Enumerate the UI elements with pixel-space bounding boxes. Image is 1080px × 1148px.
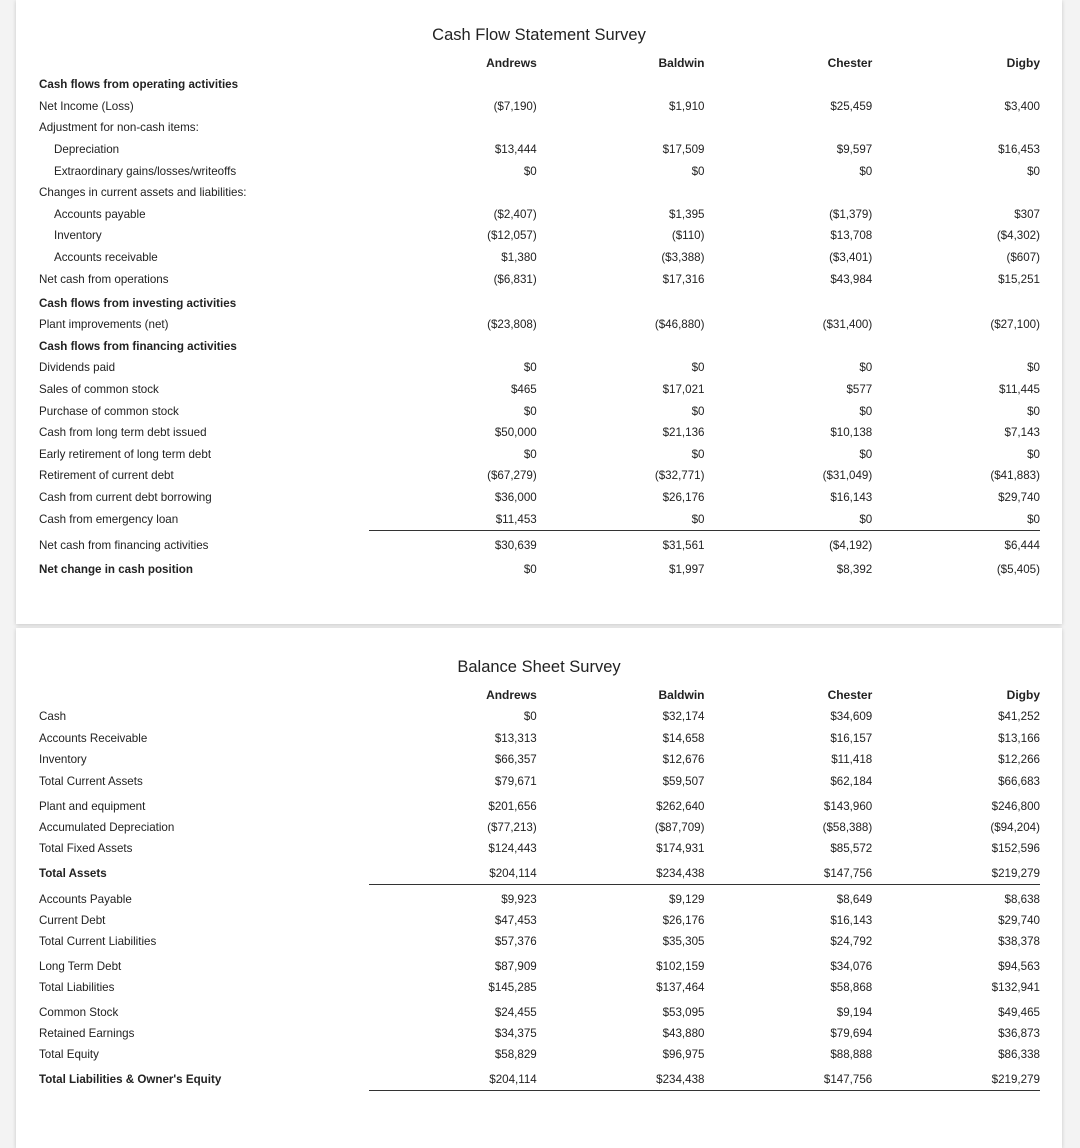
table-row xyxy=(39,838,1040,860)
table-row xyxy=(39,771,1040,793)
row-label: Total Current Liabilities xyxy=(39,935,157,949)
cell-value: $201,656 xyxy=(488,799,537,813)
row-label: Early retirement of long term debt xyxy=(39,447,212,461)
row-label: Total Current Assets xyxy=(39,775,143,789)
cell-value: $0 xyxy=(705,508,873,530)
cell-value xyxy=(369,290,537,314)
cell-value: $36,873 xyxy=(998,1026,1040,1040)
row-label: Total Equity xyxy=(39,1048,99,1062)
cell-value: $16,157 xyxy=(830,731,873,745)
cell-value: $0 xyxy=(1027,404,1040,418)
table-row xyxy=(39,487,1040,509)
table-row xyxy=(39,998,1040,1022)
cell-value: ($94,204) xyxy=(990,820,1040,834)
cell-value xyxy=(537,290,705,314)
table-row xyxy=(39,1044,1040,1066)
cell-value: $0 xyxy=(1027,447,1040,461)
row-label: Long Term Debt xyxy=(39,960,122,974)
cell-value: ($1,379) xyxy=(829,207,873,221)
cell-value: ($31,400) xyxy=(822,318,873,332)
cell-value: $14,658 xyxy=(662,731,705,745)
cell-value: $21,136 xyxy=(662,426,705,440)
cell-value: $145,285 xyxy=(488,981,537,995)
table-row xyxy=(39,1022,1040,1044)
cell-value: $35,305 xyxy=(662,935,705,949)
cell-value: $9,129 xyxy=(669,893,705,907)
cell-value xyxy=(872,290,1040,314)
table-row xyxy=(39,96,1040,118)
row-label: Net cash from operations xyxy=(39,272,169,286)
cell-value: ($6,831) xyxy=(493,272,537,286)
cell-value: ($77,213) xyxy=(487,820,537,834)
cell-value: $1,395 xyxy=(669,207,705,221)
row-label: Net Income (Loss) xyxy=(39,99,134,113)
table-row xyxy=(39,556,1040,580)
header-label-spacer xyxy=(39,56,369,74)
row-label: Current Debt xyxy=(39,913,106,927)
table-row xyxy=(39,139,1040,161)
column-header: Digby xyxy=(1006,688,1040,702)
cell-value: $152,596 xyxy=(991,842,1040,856)
cash-flow-card xyxy=(16,0,1062,624)
cell-value: $8,638 xyxy=(1004,893,1040,907)
row-label: Retained Earnings xyxy=(39,1026,135,1040)
table-row xyxy=(39,884,1040,910)
cell-value: $137,464 xyxy=(656,981,705,995)
cell-value: $0 xyxy=(859,447,873,461)
cell-value: $13,444 xyxy=(494,143,537,157)
cell-value: $0 xyxy=(691,361,705,375)
balance-sheet-title: Balance Sheet Survey xyxy=(457,658,621,676)
cell-value: $204,114 xyxy=(369,860,537,885)
cell-value xyxy=(369,74,537,96)
cell-value xyxy=(705,336,873,358)
row-label: Total Liabilities xyxy=(39,981,115,995)
table-row xyxy=(39,379,1040,401)
cell-value: $6,444 xyxy=(1004,539,1040,553)
cell-value: ($4,302) xyxy=(996,229,1040,243)
cell-value: $66,357 xyxy=(494,753,537,767)
cell-value: $147,756 xyxy=(705,1066,873,1091)
cell-value: $1,997 xyxy=(669,563,705,577)
row-label: Cash flows from financing activities xyxy=(39,339,237,353)
cell-value xyxy=(369,117,537,139)
cell-value: $17,021 xyxy=(662,383,705,397)
cell-value: ($5,405) xyxy=(996,563,1040,577)
cell-value: $102,159 xyxy=(656,960,705,974)
table-header-row xyxy=(39,56,1040,74)
cell-value: $8,392 xyxy=(836,563,873,577)
cell-value: $1,910 xyxy=(669,99,705,113)
cell-value: ($7,190) xyxy=(493,99,537,113)
cell-value: $58,868 xyxy=(830,981,873,995)
row-label: Accounts Payable xyxy=(39,892,132,906)
row-label: Plant improvements (net) xyxy=(39,318,169,332)
cell-value: $32,174 xyxy=(662,710,705,724)
column-header: Baldwin xyxy=(658,56,705,70)
cell-value xyxy=(872,182,1040,204)
header-label-spacer xyxy=(39,688,369,706)
cell-value: ($3,388) xyxy=(661,251,705,265)
cell-value: $34,609 xyxy=(830,710,873,724)
row-label: Accounts payable xyxy=(54,207,146,221)
row-label: Cash flows from investing activities xyxy=(39,297,237,311)
cell-value: $0 xyxy=(523,563,537,577)
table-row xyxy=(39,182,1040,204)
cell-value: $43,984 xyxy=(830,272,873,286)
row-label: Cash from long term debt issued xyxy=(39,426,207,440)
cell-value: ($31,049) xyxy=(822,469,873,483)
cell-value: $234,438 xyxy=(537,1066,705,1091)
cell-value: $234,438 xyxy=(537,860,705,885)
table-row xyxy=(39,422,1040,444)
cell-value: ($46,880) xyxy=(654,318,705,332)
cell-value xyxy=(537,182,705,204)
row-label: Cash from current debt borrowing xyxy=(39,490,212,504)
table-row xyxy=(39,977,1040,999)
table-row xyxy=(39,336,1040,358)
cell-value: $132,941 xyxy=(991,981,1040,995)
row-label: Changes in current assets and liabilities: xyxy=(39,186,247,200)
cell-value: $13,166 xyxy=(998,731,1040,745)
table-row xyxy=(39,465,1040,487)
cell-value: $9,923 xyxy=(501,893,537,907)
cell-value: $1,380 xyxy=(501,251,537,265)
cell-value: $0 xyxy=(1027,164,1040,178)
cell-value: $13,708 xyxy=(830,229,873,243)
cell-value: $0 xyxy=(523,447,537,461)
row-label: Accounts receivable xyxy=(54,251,158,265)
cell-value: $66,683 xyxy=(998,775,1040,789)
cell-value xyxy=(705,290,873,314)
row-label: Cash from emergency loan xyxy=(39,512,179,526)
cell-value: $8,649 xyxy=(836,893,873,907)
row-label: Retirement of current debt xyxy=(39,469,174,483)
table-row xyxy=(39,508,1040,530)
cell-value xyxy=(369,182,537,204)
cell-value: $25,459 xyxy=(830,99,873,113)
cell-value: $96,975 xyxy=(662,1048,705,1062)
cell-value: ($41,883) xyxy=(990,469,1040,483)
cell-value xyxy=(537,74,705,96)
cell-value: ($12,057) xyxy=(487,229,537,243)
cell-value: $26,176 xyxy=(662,913,705,927)
table-row xyxy=(39,816,1040,838)
cell-value: $174,931 xyxy=(656,842,705,856)
cell-value: $29,740 xyxy=(998,490,1040,504)
cell-value: $31,561 xyxy=(662,539,705,553)
cell-value: $47,453 xyxy=(494,913,537,927)
table-row xyxy=(39,728,1040,750)
cell-value: $577 xyxy=(846,383,873,397)
cell-value: $0 xyxy=(1027,361,1040,375)
cell-value: $58,829 xyxy=(494,1048,537,1062)
table-row xyxy=(39,444,1040,466)
cell-value: $0 xyxy=(859,404,873,418)
cell-value: $12,266 xyxy=(998,753,1040,767)
cell-value: $30,639 xyxy=(494,539,537,553)
cell-value: $204,114 xyxy=(369,1066,537,1091)
table-row xyxy=(39,247,1040,269)
row-label: Inventory xyxy=(54,229,102,243)
cell-value: ($2,407) xyxy=(493,207,537,221)
cell-value: $15,251 xyxy=(998,272,1040,286)
row-label: Accounts Receivable xyxy=(39,731,148,745)
cell-value: $16,143 xyxy=(830,490,873,504)
cell-value: $41,252 xyxy=(998,710,1040,724)
cell-value: $13,313 xyxy=(494,731,537,745)
cell-value: $9,597 xyxy=(836,143,873,157)
row-label: Total Liabilities & Owner's Equity xyxy=(39,1073,222,1087)
cell-value: $26,176 xyxy=(662,490,705,504)
cell-value: ($87,709) xyxy=(654,820,705,834)
cell-value: $79,671 xyxy=(494,775,537,789)
table-row xyxy=(39,204,1040,226)
cell-value: $3,400 xyxy=(1004,99,1040,113)
cell-value: $11,418 xyxy=(831,753,873,767)
row-label: Inventory xyxy=(39,753,87,767)
cell-value: ($110) xyxy=(671,229,705,243)
cell-value: $12,676 xyxy=(662,753,705,767)
table-row xyxy=(39,749,1040,771)
cell-value: $7,143 xyxy=(1004,426,1040,440)
cell-value: $62,184 xyxy=(830,775,873,789)
cell-value: $34,076 xyxy=(830,960,873,974)
row-label: Net change in cash position xyxy=(39,563,193,577)
table-row xyxy=(39,357,1040,379)
cell-value: $16,143 xyxy=(830,913,873,927)
cell-value xyxy=(537,117,705,139)
cell-value: ($67,279) xyxy=(487,469,537,483)
row-label: Net cash from financing activities xyxy=(39,539,209,553)
row-label: Adjustment for non-cash items: xyxy=(39,121,199,135)
cell-value: $24,455 xyxy=(494,1005,537,1019)
cell-value: $11,453 xyxy=(369,508,537,530)
cell-value: $88,888 xyxy=(830,1048,873,1062)
cell-value: $0 xyxy=(537,508,705,530)
cell-value xyxy=(872,74,1040,96)
cell-value: $124,443 xyxy=(488,842,537,856)
cell-value: ($3,401) xyxy=(829,251,873,265)
cell-value: $0 xyxy=(523,164,537,178)
cell-value: $465 xyxy=(510,383,537,397)
table-row xyxy=(39,1066,1040,1091)
cell-value xyxy=(872,336,1040,358)
cell-value: $17,509 xyxy=(662,143,705,157)
cell-value: $262,640 xyxy=(656,799,705,813)
cell-value: $16,453 xyxy=(998,143,1040,157)
cell-value xyxy=(705,182,873,204)
cell-value: $219,279 xyxy=(872,1066,1040,1091)
cell-value: $10,138 xyxy=(830,426,873,440)
row-label: Cash xyxy=(39,710,67,724)
table-row xyxy=(39,74,1040,96)
row-label: Common Stock xyxy=(39,1005,119,1019)
cell-value: ($23,808) xyxy=(487,318,537,332)
table-row xyxy=(39,931,1040,953)
cell-value: ($32,771) xyxy=(654,469,705,483)
cell-value: $59,507 xyxy=(662,775,705,789)
row-label: Purchase of common stock xyxy=(39,404,179,418)
cell-value: $0 xyxy=(691,447,705,461)
table-row xyxy=(39,268,1040,290)
cell-value: $0 xyxy=(872,508,1040,530)
cell-value: $34,375 xyxy=(494,1026,537,1040)
table-row xyxy=(39,225,1040,247)
row-label: Dividends paid xyxy=(39,361,116,375)
cell-value: $246,800 xyxy=(991,799,1040,813)
cell-value: $0 xyxy=(859,361,873,375)
table-row xyxy=(39,910,1040,932)
table-row xyxy=(39,117,1040,139)
cell-value xyxy=(705,117,873,139)
column-header: Andrews xyxy=(486,688,537,702)
cell-value: $57,376 xyxy=(494,935,537,949)
table-row xyxy=(39,792,1040,816)
cell-value: $94,563 xyxy=(998,960,1040,974)
table-row xyxy=(39,160,1040,182)
cell-value: $0 xyxy=(523,361,537,375)
cell-value: $143,960 xyxy=(823,799,873,813)
cell-value: $43,880 xyxy=(662,1026,705,1040)
cell-value: $0 xyxy=(523,404,537,418)
row-label: Plant and equipment xyxy=(39,799,146,813)
cell-value: $11,445 xyxy=(998,383,1040,397)
table-row xyxy=(39,860,1040,885)
cell-value: $79,694 xyxy=(830,1026,873,1040)
cell-value: $49,465 xyxy=(998,1005,1040,1019)
table-row xyxy=(39,290,1040,314)
row-label: Accumulated Depreciation xyxy=(39,820,175,834)
cell-value: $0 xyxy=(859,164,873,178)
column-header: Andrews xyxy=(486,56,537,70)
table-row xyxy=(39,400,1040,422)
table-row xyxy=(39,530,1040,556)
row-label: Depreciation xyxy=(54,143,120,157)
cell-value xyxy=(369,336,537,358)
cell-value: $307 xyxy=(1014,207,1040,221)
cell-value: $50,000 xyxy=(494,426,537,440)
cell-value: $29,740 xyxy=(998,913,1040,927)
balance-sheet-card xyxy=(16,628,1062,1148)
row-label: Total Assets xyxy=(39,867,107,881)
cell-value: ($607) xyxy=(1006,251,1040,265)
cell-value: $86,338 xyxy=(998,1048,1040,1062)
table-row xyxy=(39,953,1040,977)
row-label: Total Fixed Assets xyxy=(39,842,133,856)
row-label: Extraordinary gains/losses/writeoffs xyxy=(54,164,237,178)
cell-value: $147,756 xyxy=(705,860,873,885)
cell-value: $17,316 xyxy=(662,272,705,286)
cell-value xyxy=(537,336,705,358)
cell-value: ($4,192) xyxy=(829,539,873,553)
cash-flow-table xyxy=(39,56,1040,580)
column-header: Baldwin xyxy=(658,688,705,702)
table-header-row xyxy=(39,688,1040,706)
cell-value: ($27,100) xyxy=(990,318,1040,332)
cell-value xyxy=(872,117,1040,139)
cell-value: $0 xyxy=(523,710,537,724)
row-label: Sales of common stock xyxy=(39,383,159,397)
table-row xyxy=(39,314,1040,336)
cell-value: $9,194 xyxy=(836,1005,873,1019)
table-row xyxy=(39,706,1040,728)
cell-value: $24,792 xyxy=(830,935,873,949)
column-header: Chester xyxy=(827,56,873,70)
cell-value: ($58,388) xyxy=(822,820,873,834)
cell-value: $219,279 xyxy=(872,860,1040,885)
column-header: Digby xyxy=(1006,56,1040,70)
balance-sheet-table xyxy=(39,688,1040,1091)
cell-value: $87,909 xyxy=(494,960,537,974)
cell-value: $36,000 xyxy=(494,490,537,504)
cell-value: $0 xyxy=(691,404,705,418)
cash-flow-title: Cash Flow Statement Survey xyxy=(432,26,646,44)
cell-value xyxy=(705,74,873,96)
cell-value: $0 xyxy=(691,164,705,178)
column-header: Chester xyxy=(827,688,873,702)
cell-value: $38,378 xyxy=(998,935,1040,949)
row-label: Cash flows from operating activities xyxy=(39,78,239,92)
cell-value: $53,095 xyxy=(662,1005,705,1019)
cell-value: $85,572 xyxy=(830,842,873,856)
